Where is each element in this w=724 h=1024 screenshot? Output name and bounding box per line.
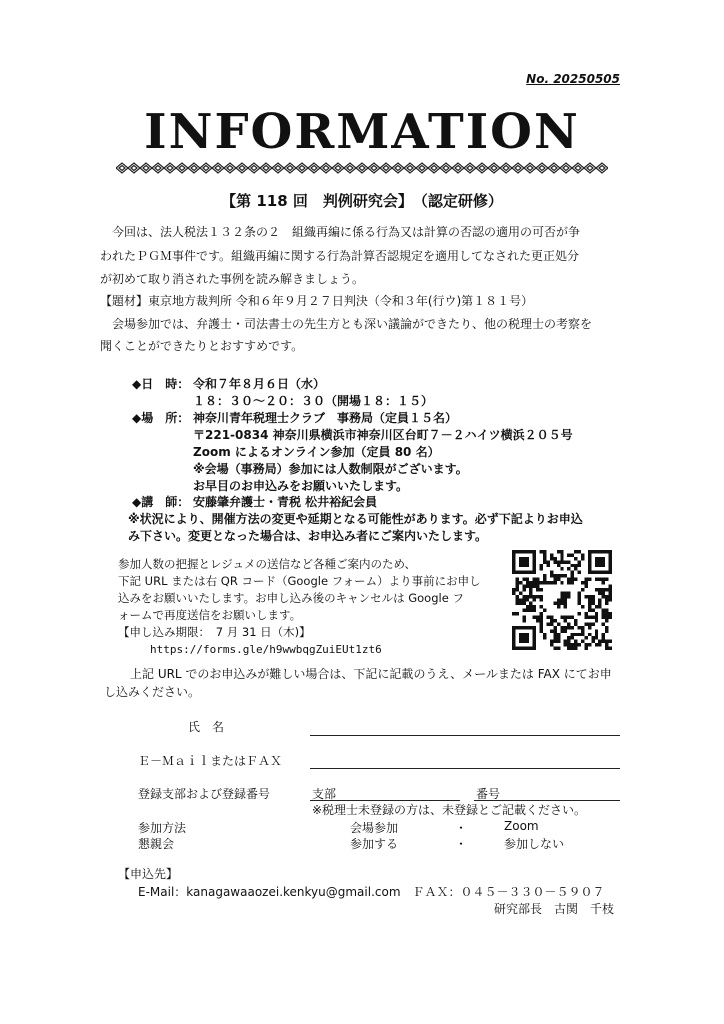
contact-heading: 【申込先】	[118, 867, 179, 881]
alt-line-1: 上記 URL でのお申込みが難しい場合は、下記に記載のうえ、メールまたは FAX にてお申	[118, 667, 612, 681]
document-number: No. 20250505	[526, 72, 620, 86]
contact-field[interactable]	[310, 767, 620, 769]
page-title: INFORMATION	[144, 104, 580, 160]
subject-line: 【題材】東京地方裁判所 令和６年９月２７日判決（令和３年(行ウ)第１８１号）	[100, 294, 534, 308]
contact-email-fax: E-Mail：kanagawaaozei.kenkyu@gmail.com ＦＡＸ：０４５－３３０－５９０７	[138, 885, 605, 899]
qr-code[interactable]	[512, 550, 612, 650]
form-url-link[interactable]: https://forms.gle/h9wwbqgZuiEUt1zt6	[150, 643, 382, 656]
early-note: お早目のお申込みをお願いいたします。	[193, 479, 409, 493]
notice-line-2: み下さい。変更となった場合は、お申込み者にご案内いたします。	[128, 529, 488, 543]
lecturer-label: ◆講 師：	[132, 495, 190, 509]
venue-address: 〒221-0834 神奈川県横浜市神奈川区台町７－２ハイツ横浜２０５号	[193, 428, 573, 442]
party-option-attend[interactable]: 参加する	[350, 837, 399, 851]
datetime-value: 令和７年８月６日（水）	[193, 377, 326, 391]
venue-value: 神奈川青年税理士クラブ 事務局（定員１５名）	[193, 411, 458, 425]
method-option-zoom[interactable]: Zoom	[504, 819, 539, 833]
recommend-line-1: 会場参加では、弁護士・司法書士の先生方とも深い議論ができたり、他の税理士の考察を	[100, 317, 593, 331]
registration-line-3: 込みをお願いいたします。お申し込み後のキャンセルは Google フ	[118, 591, 464, 605]
alt-line-2: し込みください。	[104, 685, 201, 699]
unregistered-note: ※税理士未登録の方は、未登録とご記載ください。	[312, 803, 587, 817]
method-option-venue[interactable]: 会場参加	[350, 821, 399, 835]
intro-line-3: が初めて取り消された事例を読み解きましょう。	[100, 272, 365, 286]
deadline: 【申し込み期限： 7 月 31 日（木)】	[118, 625, 311, 639]
event-heading: 【第 118 回 判例研究会】 （認定研修）	[221, 192, 503, 210]
name-label: 氏 名	[188, 720, 225, 734]
number-field-label: 番号	[476, 787, 501, 801]
limit-note: ※会場（事務局）参加には人数制限がございます。	[193, 462, 468, 476]
recommend-line-2: 聞くことができたりとおすすめです。	[100, 339, 304, 353]
chain-divider	[116, 161, 608, 175]
time-value: １８：３０～２０：３０（開場１８：１５）	[193, 394, 434, 408]
name-field[interactable]	[310, 734, 620, 736]
intro-line-2: われたＰＧＭ事件です。組織再編に関する行為計算否認規定を適用してなされた更正処分	[100, 249, 580, 263]
contact-label: Ｅ－ＭａｉｌまたはＦＡＸ	[138, 754, 283, 768]
venue-label: ◆場 所：	[132, 411, 190, 425]
registration-line-1: 参加人数の把握とレジュメの送信など各種ご案内のため、	[118, 557, 417, 571]
zoom-info: Zoom によるオンライン参加（定員 80 名）	[193, 445, 440, 459]
lecturer-value: 安藤肇弁護士・青税 松井裕紀会員	[193, 495, 378, 509]
party-label: 懇親会	[138, 837, 175, 851]
method-label: 参加方法	[138, 821, 187, 835]
registration-line-2: 下記 URL または右 QR コード（Google フォーム）より事前にお申し	[118, 574, 481, 588]
registration-line-4: ォームで再度送信をお願いします。	[118, 608, 302, 622]
notice-line-1: ※状況により、開催方法の変更や延期となる可能性があります。必ず下記よりお申込	[128, 512, 583, 526]
signature: 研究部長 古関 千枝	[494, 902, 615, 916]
party-option-decline[interactable]: 参加しない	[504, 837, 565, 851]
datetime-label: ◆日 時：	[132, 377, 190, 391]
method-separator: ・	[455, 821, 468, 835]
party-separator: ・	[455, 837, 468, 851]
branch-field-label: 支部	[312, 787, 337, 801]
intro-line-1: 今回は、法人税法１３２条の２ 組織再編に係る行為又は計算の否認の適用の可否が争	[100, 225, 581, 239]
branch-label: 登録支部および登録番号	[138, 787, 271, 801]
